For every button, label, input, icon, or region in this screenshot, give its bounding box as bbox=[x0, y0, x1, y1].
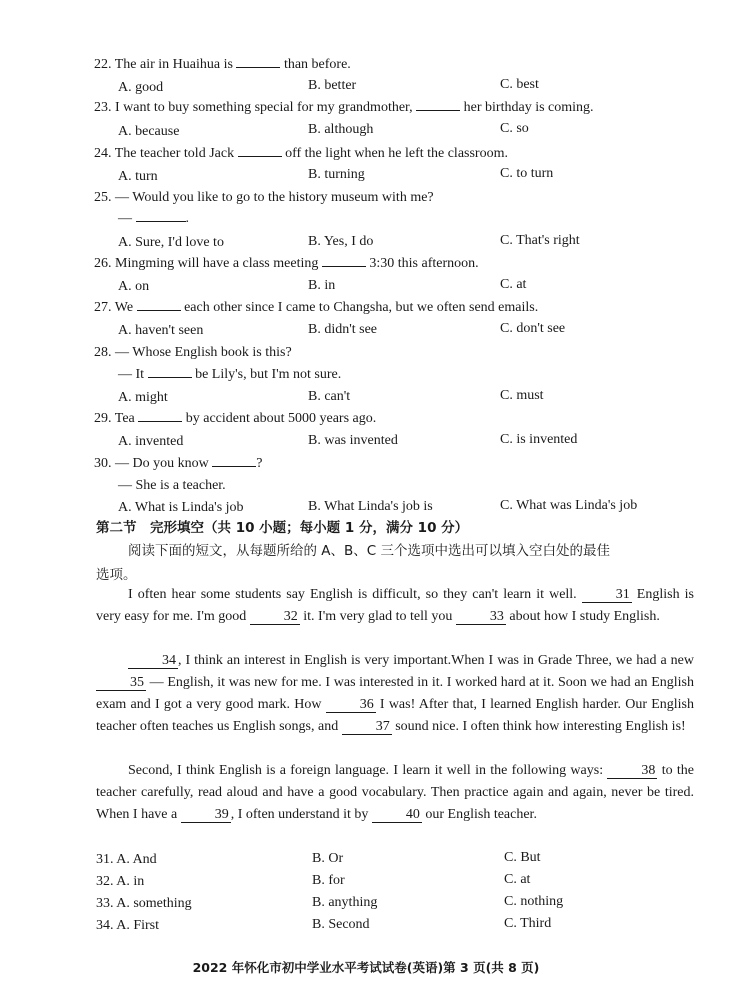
section-instruction: 阅读下面的短文，从每题所给的 A、B、C 三个选项中选出可以填入空白处的最佳 bbox=[128, 543, 611, 559]
cloze-blank-37: 37 bbox=[342, 719, 392, 735]
option-b: B. can't bbox=[308, 389, 351, 404]
option-b: B. Yes, I do bbox=[308, 234, 374, 249]
option-a: A. invented bbox=[118, 434, 184, 449]
answer-blank bbox=[137, 310, 181, 311]
cloze-blank-38: 38 bbox=[607, 763, 657, 779]
cloze-blank-36: 36 bbox=[326, 697, 376, 713]
question-23: 23. I want to buy something special for my grandmother, her birthday is coming. bbox=[94, 100, 594, 115]
cloze-option-33-b: B. anything bbox=[312, 895, 378, 910]
cloze-blank-33: 33 bbox=[456, 609, 506, 625]
option-b: B. didn't see bbox=[308, 322, 378, 337]
question-25: 25. — Would you like to go to the history museum with me? bbox=[94, 190, 434, 205]
option-b: B. turning bbox=[308, 167, 365, 182]
question-22: 22. The air in Huaihua is than before. bbox=[94, 57, 351, 72]
cloze-blank-40: 40 bbox=[372, 807, 422, 823]
answer-blank bbox=[148, 377, 192, 378]
option-c: C. What was Linda's job bbox=[500, 498, 638, 513]
answer-dialog-line: — It be Lily's, but I'm not sure. bbox=[118, 367, 342, 382]
option-c: C. best bbox=[500, 77, 539, 92]
cloze-option-31-a: 31. A. And bbox=[96, 852, 157, 867]
answer-dialog-line: — She is a teacher. bbox=[118, 478, 226, 493]
cloze-option-33-a: 33. A. something bbox=[96, 896, 192, 911]
cloze-option-34-b: B. Second bbox=[312, 917, 370, 932]
option-c: C. is invented bbox=[500, 432, 578, 447]
answer-blank bbox=[212, 466, 256, 467]
option-b: B. was invented bbox=[308, 433, 398, 448]
question-24: 24. The teacher told Jack off the light when he left the classroom. bbox=[94, 146, 508, 161]
question-30: 30. — Do you know ? bbox=[94, 456, 263, 471]
cloze-option-34-a: 34. A. First bbox=[96, 918, 160, 933]
option-a: A. might bbox=[118, 390, 168, 405]
answer-blank bbox=[138, 421, 182, 422]
cloze-option-32-a: 32. A. in bbox=[96, 874, 145, 889]
passage-paragraph-2: 34 , I think an interest in English is very important.When I was in Grade Three, we had a new 35 — English, it was new for me. I was interested in it. I worked hard at it. Soon we had an English exam and I got a very good mark. How 36 I was! After that, I learned English harder. Our English teacher often teaches us English songs, and 37 sound nice. I often think how interesting English is! bbox=[96, 653, 694, 734]
passage-paragraph-1: I often hear some students say English is difficult, so they can't learn it well. 31 English is very easy for me. I'm good 32 it. I'm very glad to tell you 33 about how I study English. bbox=[96, 587, 694, 624]
option-c: C. at bbox=[500, 277, 527, 292]
answer-blank bbox=[238, 156, 282, 157]
passage-paragraph-3: Second, I think English is a foreign language. I learn it well in the following ways: 38 to the teacher carefully, read aloud and have a good vocabulary. Then practice again and again, never be tired. When I have a 39 , I often understand it by 40 our English teacher. bbox=[96, 763, 694, 822]
cloze-option-33-c: C. nothing bbox=[504, 894, 564, 909]
cloze-option-31-c: C. But bbox=[504, 850, 541, 865]
option-a: A. on bbox=[118, 279, 150, 294]
option-c: C. must bbox=[500, 388, 544, 403]
answer-blank bbox=[322, 266, 366, 267]
answer-blank bbox=[236, 67, 280, 68]
cloze-blank-35: 35 bbox=[96, 675, 146, 691]
option-b: B. What Linda's job is bbox=[308, 499, 433, 514]
cloze-option-34-c: C. Third bbox=[504, 916, 552, 931]
page-footer: 2022 年怀化市初中学业水平考试试卷(英语)第 3 页(共 8 页) bbox=[192, 960, 540, 975]
option-b: B. although bbox=[308, 122, 374, 137]
option-a: A. turn bbox=[118, 169, 158, 184]
option-c: C. so bbox=[500, 121, 529, 136]
option-b: B. in bbox=[308, 278, 336, 293]
option-a: A. because bbox=[118, 124, 180, 139]
answer-dialog-line: — . bbox=[118, 211, 189, 226]
cloze-blank-31: 31 bbox=[582, 587, 632, 603]
cloze-option-32-b: B. for bbox=[312, 873, 345, 888]
option-c: C. That's right bbox=[500, 233, 580, 248]
option-a: A. Sure, I'd love to bbox=[118, 235, 224, 250]
option-a: A. haven't seen bbox=[118, 323, 204, 338]
cloze-blank-34: 34 bbox=[128, 653, 178, 669]
section-title: 第二节 完形填空（共 10 小题；每小题 1 分，满分 10 分） bbox=[96, 520, 469, 536]
question-29: 29. Tea by accident about 5000 years ago. bbox=[94, 411, 377, 426]
option-b: B. better bbox=[308, 78, 357, 93]
option-a: A. good bbox=[118, 80, 164, 95]
question-27: 27. We each other since I came to Changsha, but we often send emails. bbox=[94, 300, 539, 315]
question-28: 28. — Whose English book is this? bbox=[94, 345, 292, 360]
option-c: C. don't see bbox=[500, 321, 566, 336]
cloze-blank-32: 32 bbox=[250, 609, 300, 625]
answer-blank bbox=[136, 221, 186, 222]
answer-blank bbox=[416, 110, 460, 111]
question-26: 26. Mingming will have a class meeting 3:30 this afternoon. bbox=[94, 256, 479, 271]
cloze-option-31-b: B. Or bbox=[312, 851, 344, 866]
option-c: C. to turn bbox=[500, 166, 554, 181]
section-instruction-cont: 选项。 bbox=[96, 567, 137, 583]
cloze-option-32-c: C. at bbox=[504, 872, 531, 887]
cloze-blank-39: 39 bbox=[181, 807, 231, 823]
option-a: A. What is Linda's job bbox=[118, 500, 244, 515]
